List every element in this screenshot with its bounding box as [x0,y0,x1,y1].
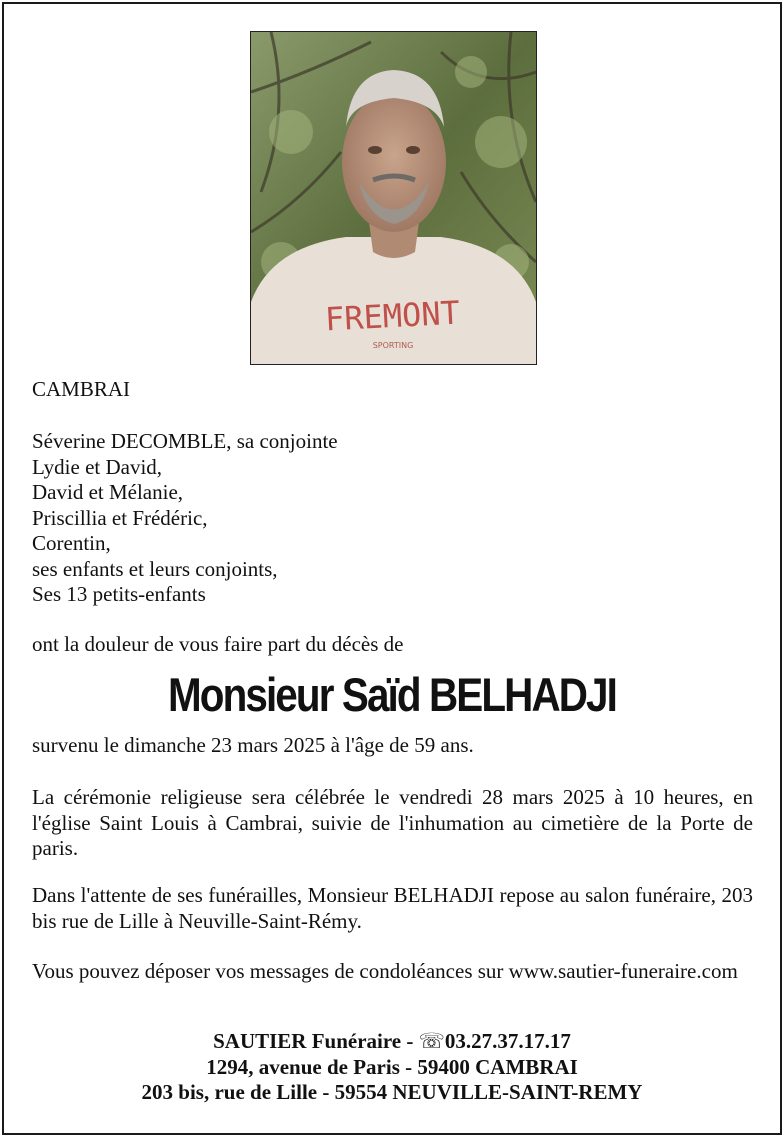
ceremony-details: La cérémonie religieuse sera célébrée le vendredi 28 mars 2025 à 10 heures, en l'église Saint Louis à Cambrai, suivie de l'inhumation au cimetière de la Porte de paris. [32,785,753,860]
shirt-subtext: SPORTING [372,341,414,350]
company-name: SAUTIER Funéraire - [213,1029,414,1053]
death-details: survenu le dimanche 23 mars 2025 à l'âge de 59 ans. [32,733,474,757]
address-line: 1294, avenue de Paris - 59400 CAMBRAI [206,1054,578,1079]
phone-icon: ☏ [418,1029,445,1053]
family-line: Séverine DECOMBLE, sa conjointe [32,429,338,453]
family-line: ses enfants et leurs conjoints, [32,556,278,581]
portrait-photo [250,31,537,365]
city-heading: CAMBRAI [32,377,131,401]
shirt-text: FREMONT [324,293,461,339]
deceased-name: Monsieur Saïd BELHADJI [168,668,616,721]
family-line: David et Mélanie, [32,480,184,504]
family-line: Priscillia et Frédéric, [32,505,208,530]
announcement-intro: ont la douleur de vous faire part du décès de [32,632,404,656]
family-line: Corentin, [32,531,111,555]
condolences-note: Vous pouvez déposer vos messages de condoléances sur www.sautier-funeraire.com [32,959,738,983]
funeral-home-footer [0,1029,784,1106]
family-line: Ses 13 petits-enfants [32,582,206,606]
address-line: 203 bis, rue de Lille - 59554 NEUVILLE-SAINT-REMY [141,1080,643,1104]
family-line: Lydie et David, [32,454,163,479]
resting-place-details: Dans l'attente de ses funérailles, Monsieur BELHADJI repose au salon funéraire, 203 bis rue de Lille à Neuville-Saint-Rémy. [32,883,753,933]
phone-number: 03.27.37.17.17 [444,1029,571,1053]
family-list [32,429,753,608]
